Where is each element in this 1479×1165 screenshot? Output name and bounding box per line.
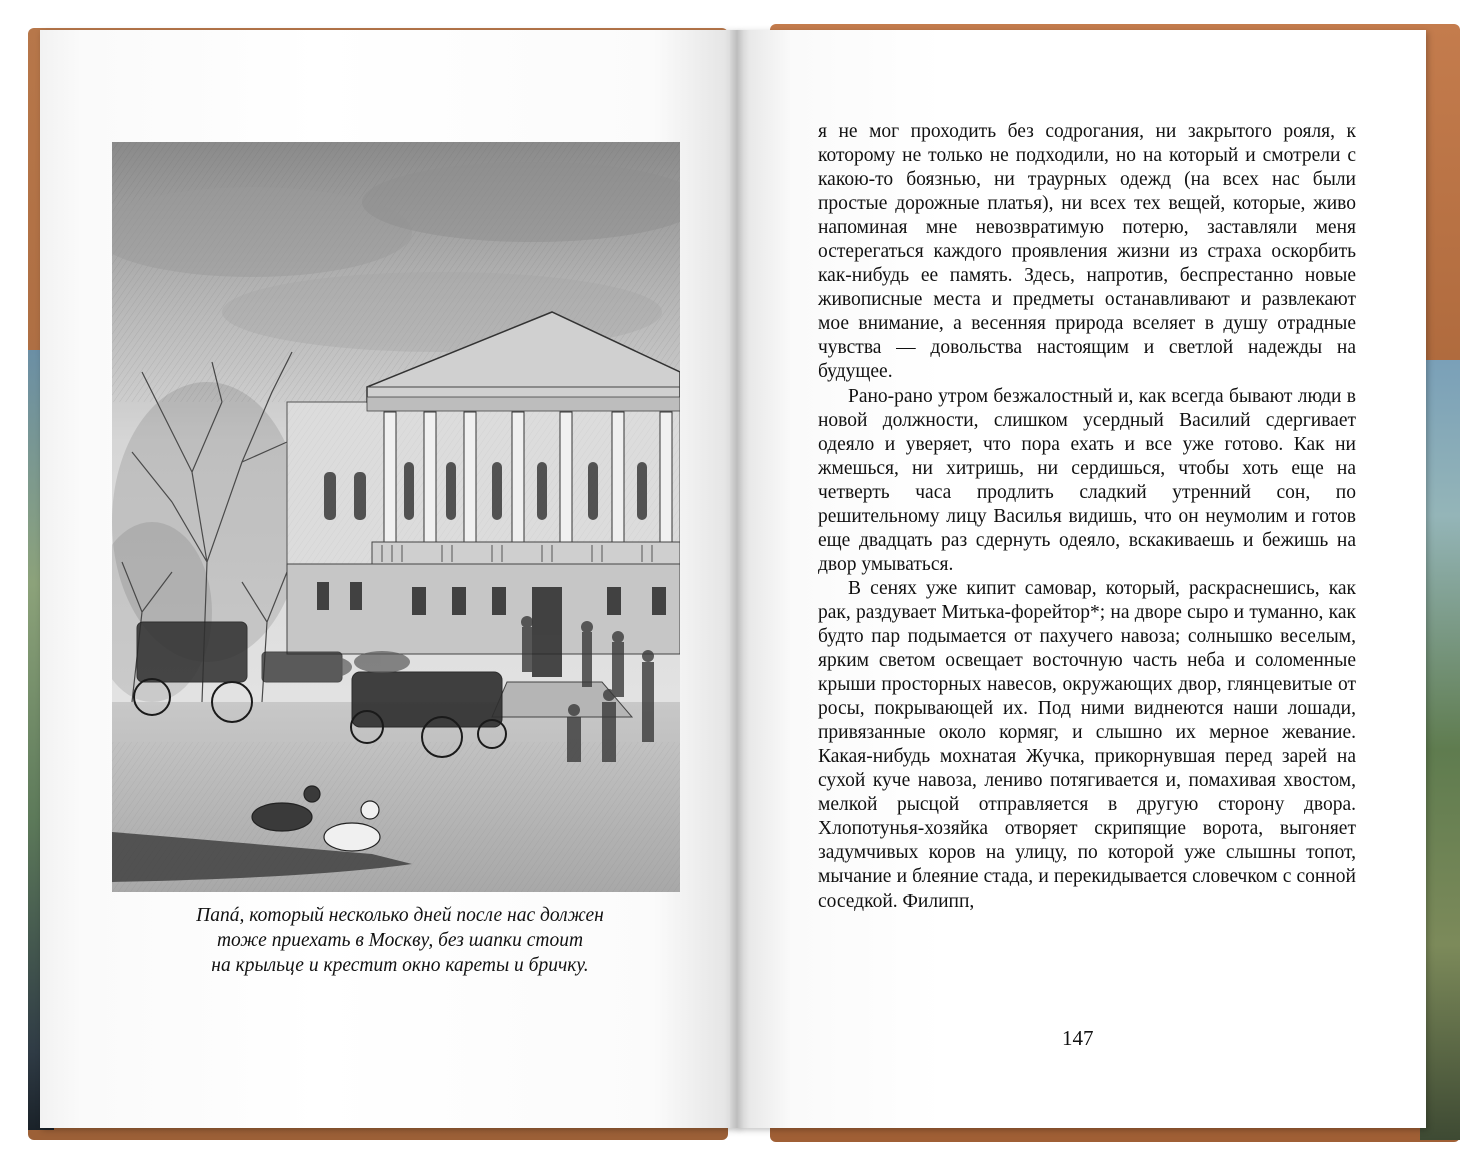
illustration-caption — [120, 903, 680, 978]
paragraph: Рано-рано утром безжалостный и, как всегда бывают люди в новой должности, слишком усердный Василий сдергивает одеяло и уверяет, что пора ехать и все уже готово. Как ни жмешься, ни хитришь, ни сердишься, чтобы хоть еще на четверть часа продлить сладкий утренний сон, по решительному лицу Василья видишь, что он неумолим и готов еще двадцать раз сдернуть одеяло, вскакиваешь и бежишь на двор умываться. — [818, 385, 1356, 575]
book-gutter — [730, 30, 744, 1128]
cover-art-right-edge — [1420, 360, 1460, 1140]
engraving-drawing — [112, 142, 680, 892]
paragraph: В сенях уже кипит самовар, который, раскраснешись, как рак, раздувает Митька-форейтор*; на дворе сыро и туманно, как будто пар подымается от пахучего навоза; солнышко веселым, ярким светом освещает восточную часть неба и соломенные крыши просторных навесов, окружающих двор, глянцевитые от росы, покрывающей их. Под ними виднеются наши лошади, привязанные около кормяг, и слышно их мерное жевание. Какая-нибудь мохнатая Жучка, прикорнувшая перед зарей на сухой куче навоза, лениво потягивается и, помахивая хвостом, мелкой рысцой отправляется в другую сторону двора. Хлопотунья-хозяйка отворяет скрипящие ворота, выгоняет задумчивых коров на улицу, по которой уже слышны топот, мычание и блеяние стада, и перекидывается словечком с сонной соседкой. Филипп, — [818, 577, 1356, 912]
caption-line: тоже приехать в Москву, без шапки стоит — [216, 930, 584, 951]
body-text — [818, 120, 1356, 914]
caption-line: Папá, который несколько дней после нас должен — [196, 905, 604, 926]
page-number: 147 — [1062, 1026, 1094, 1050]
caption-line: на крыльце и крестит окно кареты и бричку. — [211, 955, 589, 976]
illustration-manor-house — [112, 142, 680, 892]
paragraph: я не мог проходить без содрогания, ни закрытого рояля, к которому не только не подходили, но на который и смотрели с какою-то боязнью, ни траурных одежд (на всех нас были простые дорожные платья), ни всех тех вещей, которые, живо напоминая мне невозвратимую потерю, заставляли меня остерегаться каждого проявления жизни из страха оскорбить как-нибудь ее память. Здесь, напротив, беспрестанно новые живописные места и предметы останавливают и развлекают мое внимание, а весенняя природа вселяет в душу отрадные чувства — довольства настоящим и светлой надежды на будущее. — [818, 121, 1356, 383]
